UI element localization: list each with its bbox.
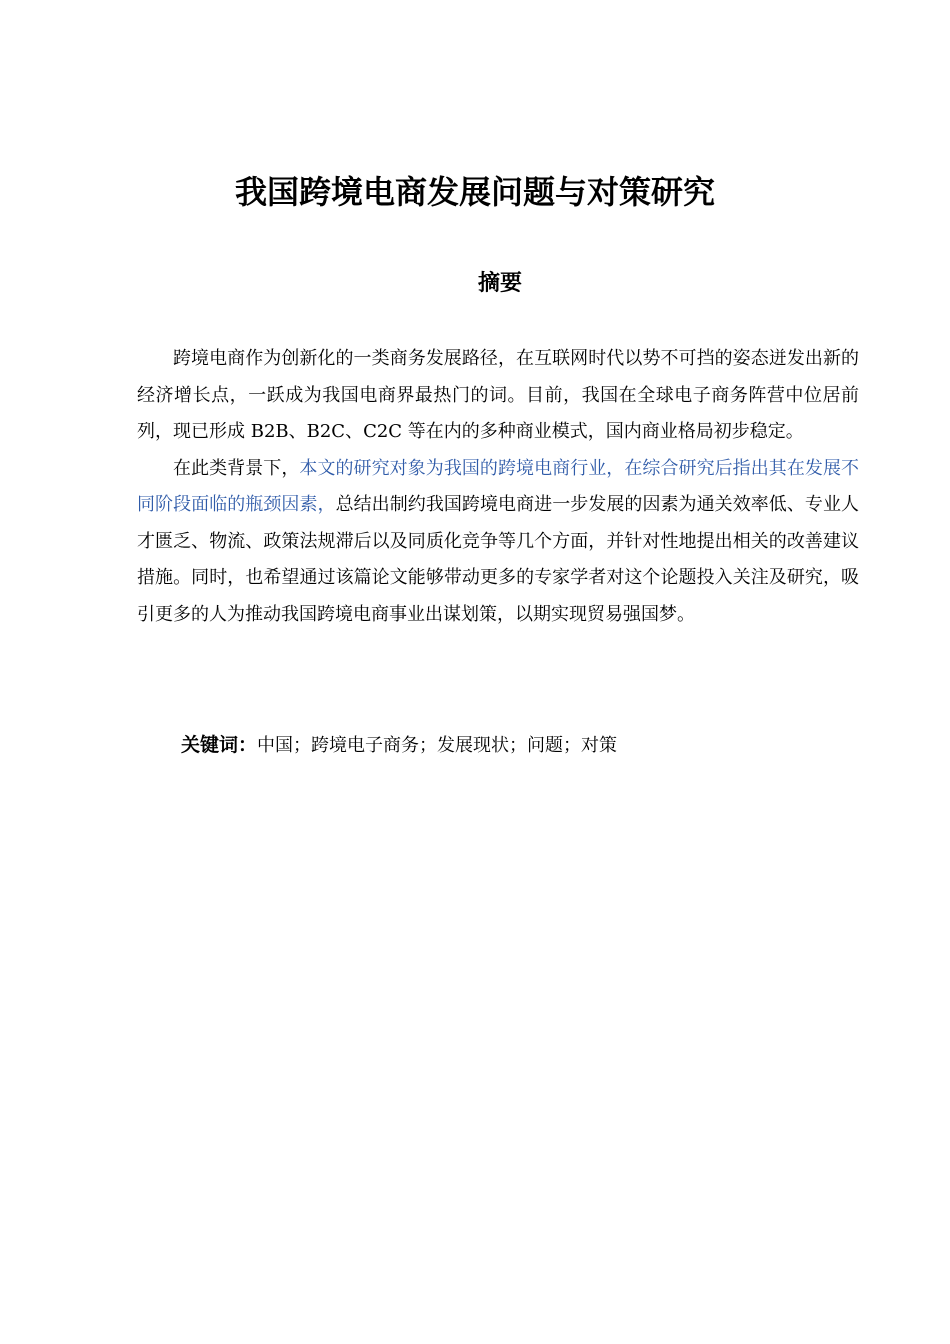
keywords-line bbox=[181, 727, 861, 764]
keywords-label: 关键词： bbox=[181, 734, 258, 756]
paper-title: 我国跨境电商发展问题与对策研究 bbox=[234, 173, 715, 211]
abstract-paragraph-1: 跨境电商作为创新化的一类商务发展路径，在互联网时代以势不可挡的姿态迸发出新的经济增长点，一跃成为我国电商界最热门的词。目前，我国在全球电子商务阵营中位居前列，现已形成 B2B、B2C、C2C 等在内的多种商业模式，国内商业格局初步稳定。 bbox=[137, 348, 859, 442]
abstract-paragraph-2 bbox=[137, 451, 859, 634]
abstract-body bbox=[137, 341, 859, 633]
paragraph-2-highlight: 本文的研究对象为我国的跨境电商行业，在综合研究后指出其在发展不同阶段面临的瓶颈因素， bbox=[137, 457, 860, 515]
abstract-heading: 摘要 bbox=[477, 271, 522, 296]
paragraph-2-lead: 在此类背景下， bbox=[173, 457, 300, 479]
keywords-value: 中国；跨境电子商务；发展现状；问题；对策 bbox=[257, 735, 618, 756]
paragraph-2-rest: 总结出制约我国跨境电商进一步发展的因素为通关效率低、专业人才匮乏、物流、政策法规滞后以及同质化竞争等几个方面，并针对性地提出相关的改善建议措施。同时，也希望通过该篇论文能够带动更多的专家学者对这个论题投入关注及研究，吸引更多的人为推动我国跨境电商事业出谋划策，以期实现贸易强国梦。 bbox=[137, 494, 860, 625]
